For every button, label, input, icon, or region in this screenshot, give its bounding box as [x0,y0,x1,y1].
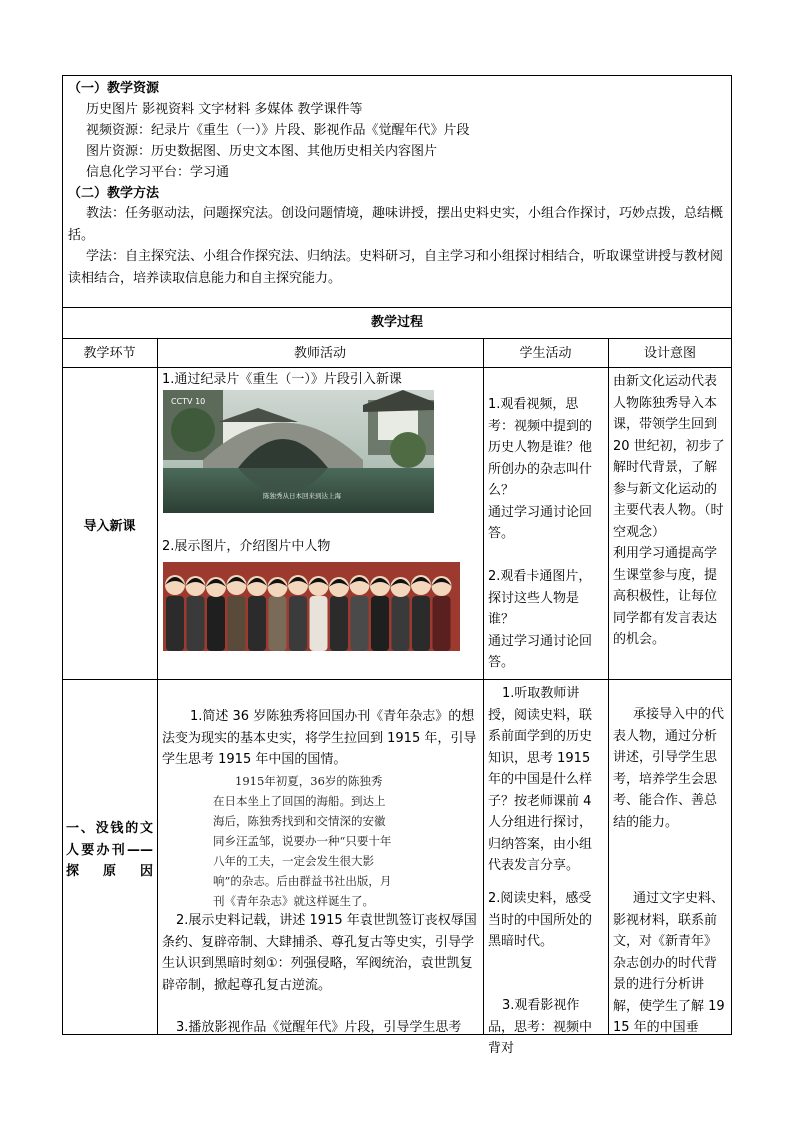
cartoon-figure [288,575,308,651]
row2-design-2: 通过文字史料、影视材料，联系前文，对《新青年》杂志创办的时代背景的进行分析讲解，使学生了解 1915 年的中国垂 [613,891,725,1035]
divider-title [62,338,732,339]
cartoon-figure [165,575,185,651]
row2-student-1: 1.听取教师讲授，阅读史料，联系前面学到的历史知识，思考 1915 年的中国是什么样子？按老师课前 4 人分组进行探讨，归纳答案，由小组代表发言分享。 [488,686,593,873]
resources-line-1: 历史图片 影视资料 文字材料 多媒体 教学课件等 [86,102,363,117]
methods-teach: 教法：任务驱动法，问题探究法。创设问题情境，趣味讲授，摆出史料史实，小组合作探讨，巧妙点拨，总结概括。 [68,206,724,243]
cartoon-figure [411,575,431,651]
cctv-logo: CCTV 10 [171,397,206,406]
row2-student-3: 3.观看影视作品，思考：视频中背对 [488,998,593,1056]
col-divider-3 [608,338,609,1035]
resources-heading: （一）教学资源 [68,81,160,96]
video-caption: 陈独秀从日本回来到达上海 [263,492,341,500]
cartoon-figure [247,576,267,651]
video-still-image [163,390,434,513]
cartoon-figure [186,576,206,651]
cartoon-figures-image [163,562,460,651]
col-divider-1 [157,338,158,1035]
cartoon-figure [309,576,329,651]
resources-line-4: 信息化学习平台：学习通 [86,165,230,180]
row1-teacher-1: 1.通过纪录片《重生（一）》片段引入新课 [162,372,402,387]
row1-student: 1.观看视频，思考：视频中提到的历史人物是谁？他所创办的杂志叫什么？ 通过学习通讨论回答。 2.观看卡通图片，探讨这些人物是谁？ 通过学习通讨论回答。 [488,397,593,670]
header-design: 设计意图 [643,346,696,361]
row2-teacher-3: 3.播放影视作品《觉醒年代》片段，引导学生思考 [176,1020,462,1035]
resources-line-3: 图片资源：历史数据图、历史文本图、其他历史相关内容图片 [86,144,438,159]
cartoon-figure [350,575,370,651]
row2-design-1: 承接导入中的代表人物，通过分析讲述，引导学生思考，培养学生会思考、能合作、善总结的能力。 [613,707,725,830]
cartoon-figure [268,577,288,651]
row2-stage: 一、没钱的文人要办刊——探原因 [66,821,153,879]
header-student: 学生活动 [519,346,572,361]
cartoon-figure [329,577,349,651]
header-stage: 教学环节 [83,346,136,361]
row2-teacher-1: 1.简述 36 岁陈独秀将回国办刊《青年杂志》的想法变为现实的基本史实，将学生拉回到 1915 年，引导学生思考 1915 年中国的国情。 [162,709,477,767]
cartoon-figure [391,577,411,651]
cartoon-figure [227,575,247,651]
resources-line-2: 视频资源：纪录片《重生（一）》片段、影视作品《觉醒年代》片段 [86,123,470,138]
cartoon-figure [370,576,390,651]
methods-learn: 学法：自主探究法、小组合作探究法、归纳法。史料研习，自主学习和小组探讨相结合，听取课堂讲授与教材阅读相结合，培养读取信息能力和自主探究能力。 [68,249,724,286]
process-title: 教学过程 [370,315,423,330]
header-teacher: 教师活动 [293,346,346,361]
row2-student-2: 2.阅读史料，感受当时的中国所处的黑暗时代。 [488,891,593,949]
row1-teacher-2: 2.展示图片，介绍图片中人物 [162,539,331,554]
row1-design: 由新文化运动代表人物陈独秀导入本课，带领学生回到 20 世纪初，初步了解时代背景，了解参与新文化运动的主要代表人物。（时空观念） 利用学习通提高学生课堂参与度，提高积极性，让每位同学都有发言表达的机会。 [613,374,725,647]
cartoon-figure [432,576,452,651]
col-divider-2 [483,338,484,1035]
divider-row1 [62,679,732,680]
row2-teacher-2: 2.展示史料记载，讲述 1915 年袁世凯签订丧权辱国条约、复辟帝制、大肆捕杀、尊孔复古等史实，引导学生认识到黑暗时刻①：列强侵略，军阀统治，袁世凯复辟帝制，掀起尊孔复古逆流。 [162,913,477,993]
row1-stage: 导入新课 [83,519,136,534]
cartoon-figure [206,577,226,651]
methods-heading: （二）教学方法 [68,186,160,201]
divider-header [62,367,732,368]
row2-quote: 1915年初夏，36岁的陈独秀在日本坐上了回国的海船。到达上海后，陈独秀找到和交情深的安徽同乡汪孟邹，说要办一种“只要十年八年的工夫，一定会发生很大影响”的杂志。后由群益书社出版，月刊《青年杂志》就这样诞生了。 [213,774,392,908]
